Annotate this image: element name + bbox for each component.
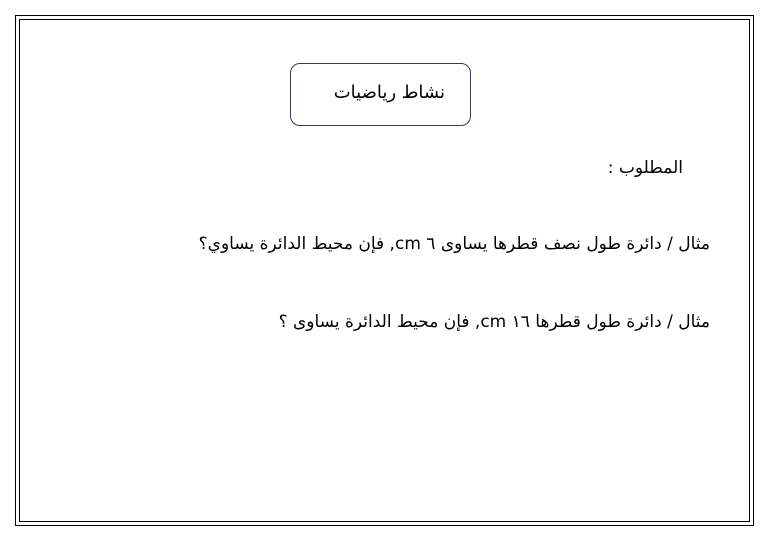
- required-label: المطلوب :: [607, 158, 683, 178]
- example-question-2: مثال / دائرة طول قطرها ١٦ cm, فإن محيط الدائرة يساوى ؟: [278, 312, 710, 332]
- example-question-1: مثال / دائرة طول نصف قطرها يساوى ٦ cm, فإن محيط الدائرة يساوي؟: [198, 234, 710, 254]
- activity-title: نشاط رياضيات: [333, 82, 445, 103]
